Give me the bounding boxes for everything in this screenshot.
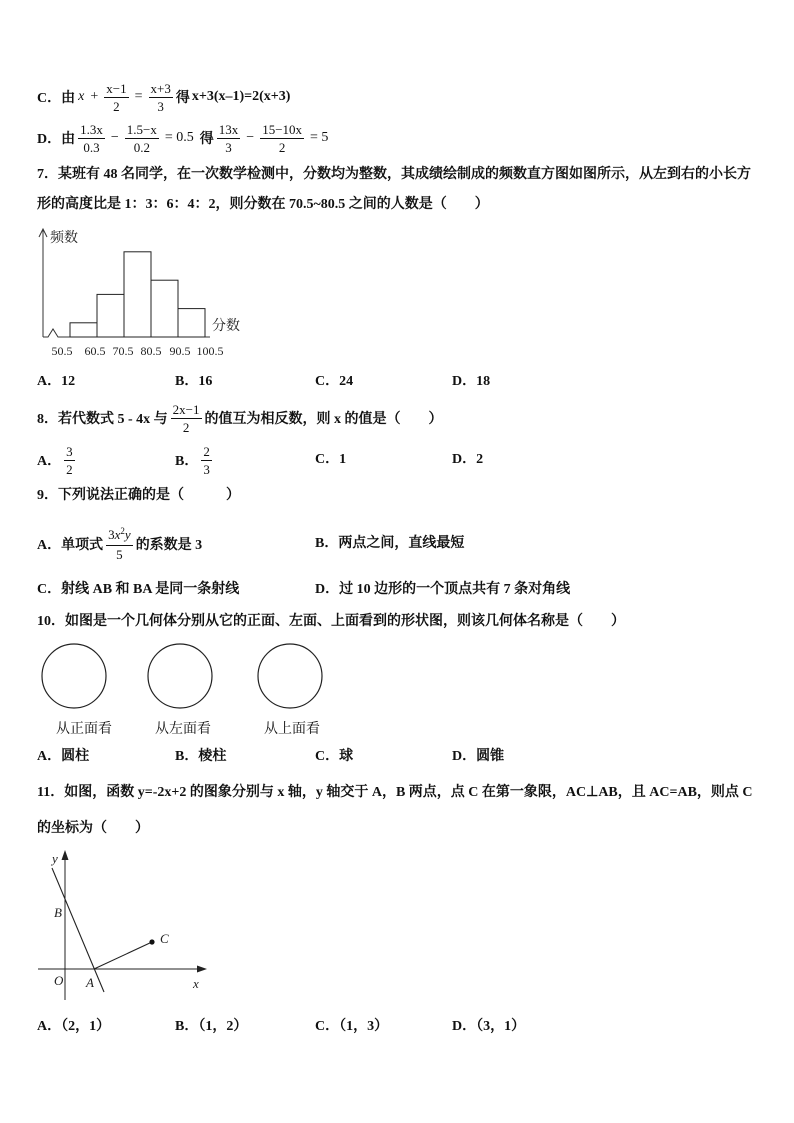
x-tick-label: 60.5 — [84, 344, 106, 358]
q10-option-b: B．棱柱 — [175, 749, 227, 764]
x-tick-label: 90.5 — [169, 344, 191, 358]
left-view-label: 从左面看 — [155, 721, 211, 737]
q7-stem-line1: 7．某班有 48 名同学，在一次数学检测中，分数均为整数，其成绩绘制成的频数直方图如图所示，从左到右的小长方 — [37, 167, 751, 182]
fraction — [217, 121, 241, 156]
q9-option-b: B．两点之间，直线最短 — [315, 536, 465, 551]
point-a-label: A — [86, 975, 94, 990]
q7-stem-line2: 形的高度比是 1：3：6：4：2，则分数在 70.5~80.5 之间的人数是（ ） — [37, 197, 489, 212]
x-axis-label: x — [193, 976, 199, 991]
fraction — [106, 526, 133, 563]
fraction — [260, 121, 304, 156]
origin-label: O — [54, 973, 64, 988]
fraction-denominator: 2 — [278, 139, 286, 155]
fraction-denominator: 0.3 — [83, 139, 100, 155]
fraction-denominator: 0.2 — [133, 139, 150, 155]
connector-text: 得 — [175, 91, 190, 106]
option-label: C．由 — [37, 91, 76, 106]
fraction-denominator: 3 — [203, 461, 210, 477]
math-variable: y — [124, 526, 131, 542]
q11-stem-line1: 11．如图，函数 y=-2x+2 的图象分别与 x 轴，y 轴交于 A，B 两点，点 C 在第一象限，AC⊥AB，且 AC=AB，则点 C — [37, 785, 753, 800]
q10-option-d: D．圆锥 — [452, 749, 505, 764]
histogram-bar — [151, 280, 178, 337]
q11-stem-line2: 的坐标为（ ） — [37, 821, 149, 836]
top-view-circle — [258, 644, 322, 708]
histogram-bar — [124, 252, 151, 337]
q9-option-c: C．射线 AB 和 BA 是同一条射线 — [37, 582, 240, 597]
option-label: A．单项式 — [37, 538, 104, 553]
q7-option-d: D．18 — [452, 374, 491, 389]
stem-text: 8．若代数式 5 - 4x 与 — [37, 412, 168, 427]
q7-option-a: A．12 — [37, 374, 76, 389]
y-axis-arrow-icon — [62, 850, 69, 860]
fraction-numerator: 2 — [203, 443, 210, 459]
q8-stem — [37, 395, 443, 441]
front-view-label: 从正面看 — [56, 721, 112, 737]
fraction-numerator: x−1 — [106, 80, 127, 96]
connector-text: 得 — [199, 132, 214, 147]
math-operator: − — [246, 130, 255, 145]
fraction-numerator — [106, 526, 133, 546]
q11-option-a: A．（2，1） — [37, 1019, 111, 1034]
fraction-denominator: 2 — [182, 419, 190, 435]
y-axis-label: 频数 — [50, 231, 78, 246]
x-tick-label: 100.5 — [196, 344, 224, 358]
fraction-denominator: 2 — [66, 461, 73, 477]
q8-option-d: D．2 — [452, 452, 484, 467]
math-equation-value: = 0.5 — [164, 130, 194, 145]
left-view-circle — [148, 644, 212, 708]
q8-option-c: C．1 — [315, 452, 347, 467]
fraction-numerator: 3 — [66, 443, 73, 459]
q9-option-a — [37, 521, 202, 567]
fraction-numerator: 15−10x — [262, 121, 303, 137]
q9-option-d: D．过 10 边形的一个顶点共有 7 条对角线 — [315, 582, 571, 597]
histogram-bars — [70, 252, 205, 337]
q9-stem: 9．下列说法正确的是（ ） — [37, 488, 240, 503]
q7-option-b: B．16 — [175, 374, 213, 389]
exponent: 2 — [120, 525, 125, 536]
x-tick-label: 70.5 — [112, 344, 134, 358]
option-text: 的系数是 3 — [135, 538, 203, 553]
three-views-figure — [35, 640, 335, 715]
option-label: B． — [175, 454, 199, 469]
fraction — [171, 401, 202, 436]
y-axis-label: y — [52, 851, 58, 866]
fraction — [78, 121, 105, 156]
q6-option-c — [37, 74, 290, 120]
q10-stem: 10．如图是一个几何体分别从它的正面、左面、上面看到的形状图，则该几何体名称是（ ） — [37, 614, 625, 629]
option-label: D．由 — [37, 132, 76, 147]
point-c-dot — [149, 939, 154, 944]
math-equation-value: = 5 — [310, 130, 329, 145]
math-operator: − — [110, 130, 119, 145]
q10-option-c: C．球 — [315, 749, 354, 764]
fraction — [201, 443, 212, 478]
fraction-denominator: 3 — [225, 139, 232, 155]
q7-option-c: C．24 — [315, 374, 354, 389]
fraction-denominator: 5 — [116, 546, 123, 562]
math-operator: + — [90, 89, 99, 104]
math-variable: x — [78, 89, 85, 104]
fraction-numerator: 1.5−x — [126, 121, 157, 137]
fraction-denominator: 2 — [113, 98, 120, 114]
fraction-numerator: 1.3x — [80, 121, 103, 137]
coordinate-figure — [30, 845, 215, 1000]
top-view-label: 从上面看 — [264, 721, 320, 737]
fraction — [149, 80, 173, 115]
fraction — [125, 121, 159, 156]
stem-text: 的值互为相反数，则 x 的值是（ ） — [204, 412, 443, 427]
fraction — [64, 443, 75, 478]
equation-result: x+3(x–1)=2(x+3) — [191, 89, 291, 104]
q8-option-a — [37, 437, 78, 483]
point-b-label: B — [54, 905, 62, 920]
q11-option-c: C．（1，3） — [315, 1019, 389, 1034]
coefficient: 3 — [108, 526, 115, 542]
histogram-bar — [178, 309, 205, 337]
fraction-denominator: 3 — [157, 98, 164, 114]
fraction-numerator: 2x−1 — [172, 401, 200, 417]
fraction-numerator: 13x — [218, 121, 239, 137]
fraction — [104, 80, 128, 115]
q6-option-d — [37, 115, 331, 161]
math-variable: x — [114, 526, 121, 542]
x-tick-label: 80.5 — [140, 344, 162, 358]
point-c-label: C — [160, 931, 169, 946]
option-label: A． — [37, 454, 62, 469]
front-view-circle — [42, 644, 106, 708]
frequency-histogram — [30, 222, 250, 362]
histogram-bar — [97, 294, 124, 337]
q8-option-b — [175, 437, 215, 483]
q11-option-d: D．（3，1） — [452, 1019, 526, 1034]
x-axis-arrow-icon — [197, 966, 207, 973]
q10-option-a: A．圆柱 — [37, 749, 90, 764]
q11-option-b: B．（1，2） — [175, 1019, 248, 1034]
x-axis-label: 分数 — [212, 319, 240, 334]
math-operator: = — [134, 89, 143, 104]
x-tick-label: 50.5 — [51, 344, 73, 358]
segment-ac — [94, 942, 152, 969]
fraction-numerator: x+3 — [150, 80, 171, 96]
histogram-bar — [70, 323, 97, 337]
